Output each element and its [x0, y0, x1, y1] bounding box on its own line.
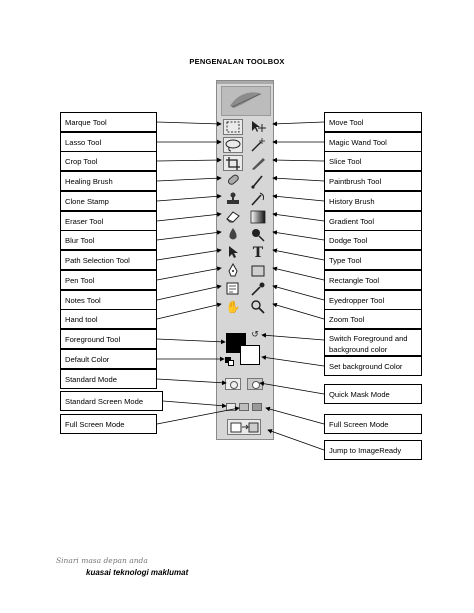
label-gradient-tool: Gradient Tool [324, 211, 422, 231]
label-foreground-tool: Foreground Tool [60, 329, 157, 349]
footer-tagline: Sinari masa depan anda [56, 556, 148, 565]
label-standard-mode: Standard Mode [60, 369, 157, 389]
label-crop-tool: Crop Tool [60, 151, 157, 171]
label-zoom-tool: Zoom Tool [324, 309, 422, 329]
label-marque-tool: Marque Tool [60, 112, 157, 132]
label-eraser-tool: Eraser Tool [60, 211, 157, 231]
label-slice-tool: Slice Tool [324, 151, 422, 171]
label-full-screen-mode-left: Full Screen Mode [60, 414, 157, 434]
type-icon[interactable]: T [252, 245, 264, 261]
label-eyedropper-tool: Eyedropper Tool [324, 290, 422, 310]
label-set-background-color: Set background Color [324, 356, 422, 376]
label-history-brush: History Brush [324, 191, 422, 211]
label-path-selection-tool: Path Selection Tool [60, 250, 157, 270]
label-magic-wand-tool: Magic Wand Tool [324, 132, 422, 152]
label-pen-tool: Pen Tool [60, 270, 157, 290]
label-healing-brush: Healing Brush [60, 171, 157, 191]
label-hand-tool: Hand tool [60, 309, 157, 329]
label-jump-to-imageready: Jump to ImageReady [324, 440, 422, 460]
switch-colors-icon[interactable]: ↺ [251, 330, 259, 340]
label-blur-tool: Blur Tool [60, 230, 157, 250]
label-notes-tool: Notes Tool [60, 290, 157, 310]
footer-subtitle: kuasai teknologi maklumat [86, 568, 189, 577]
label-standard-screen-mode: Standard Screen Mode [60, 391, 163, 411]
page-title: PENGENALAN TOOLBOX [189, 57, 285, 66]
label-rectangle-tool: Rectangle Tool [324, 270, 422, 290]
label-full-screen-mode-right: Full Screen Mode [324, 414, 422, 434]
label-dodge-tool: Dodge Tool [324, 230, 422, 250]
label-move-tool: Move Tool [324, 112, 422, 132]
label-default-color: Default Color [60, 349, 157, 369]
label-quick-mask-mode: Quick Mask Mode [324, 384, 422, 404]
label-lasso-tool: Lasso Tool [60, 132, 157, 152]
label-clone-stamp: Clone Stamp [60, 191, 157, 211]
label-paintbrush-tool: Paintbrush Tool [324, 171, 422, 191]
hand-icon[interactable]: ✋ [225, 300, 241, 314]
label-switch-foreground-background: Switch Foreground and background color [324, 329, 422, 356]
label-type-tool: Type Tool [324, 250, 422, 270]
